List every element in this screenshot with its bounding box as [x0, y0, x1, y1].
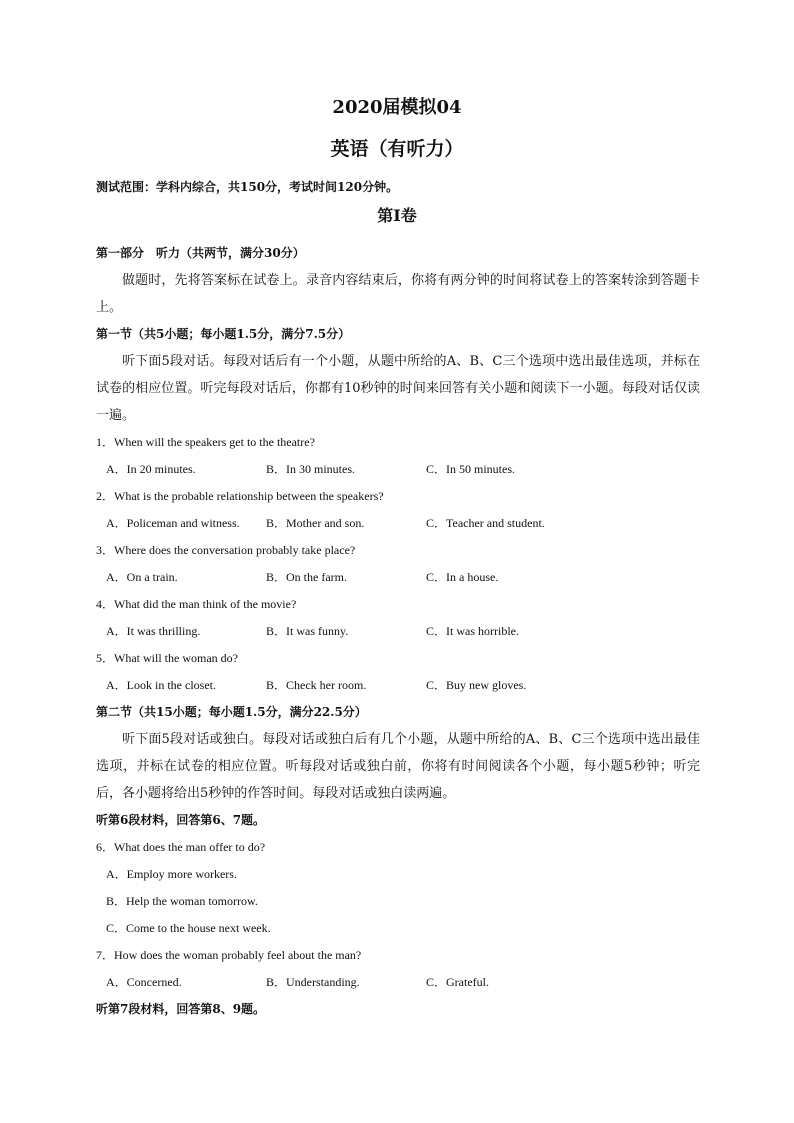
option-b: B．Check her room.	[266, 678, 367, 692]
option-a: A．Employ more workers.	[106, 867, 237, 881]
material-7-label: 听第7段材料，回答第8、9题。	[96, 1002, 266, 1016]
options-row	[96, 510, 700, 537]
question-block-1	[96, 429, 700, 483]
option-b: B．Help the woman tomorrow.	[106, 894, 258, 908]
exam-content	[96, 240, 700, 1023]
option-c: C．Buy new gloves.	[426, 678, 527, 692]
option-c: C．In 50 minutes.	[426, 462, 515, 476]
options-row	[96, 969, 700, 996]
question-block-2	[96, 483, 700, 537]
option-c: C．In a house.	[426, 570, 499, 584]
option-c: C．Come to the house next week.	[106, 921, 271, 935]
volume-heading: 第Ⅰ卷	[377, 206, 417, 225]
option-b: B．On the farm.	[266, 570, 347, 584]
question-text: 5．What will the woman do?	[96, 651, 238, 665]
option-c: C．It was horrible.	[426, 624, 519, 638]
option-a: A．In 20 minutes.	[106, 462, 196, 476]
question-block-6	[96, 834, 700, 942]
option-b: B．Mother and son.	[266, 516, 365, 530]
question-text: 3．Where does the conversation probably take place?	[96, 543, 356, 557]
question-block-4	[96, 591, 700, 645]
question-text: 4．What did the man think of the movie?	[96, 597, 297, 611]
test-scope: 测试范围：学科内综合，共150分，考试时间120分钟。	[96, 180, 399, 194]
question-text: 6．What does the man offer to do?	[96, 840, 266, 854]
options-row	[96, 672, 700, 699]
options-row	[96, 618, 700, 645]
material-6-label: 听第6段材料，回答第6、7题。	[96, 813, 266, 827]
question-text: 1．When will the speakers get to the theatre?	[96, 435, 315, 449]
section2-instructions: 听下面5段对话或独白。每段对话或独白后有几个小题，从题中所给的A、B、C三个选项中选出最佳选项，并标在试卷的相应位置。听每段对话或独白前，你将有时间阅读各个小题，每小题5秒钟；听完后，各小题将给出5秒钟的作答时间。每段对话或独白读两遍。	[96, 732, 700, 801]
part1-instructions: 做题时，先将答案标在试卷上。录音内容结束后，你将有两分钟的时间将试卷上的答案转涂到答题卡上。	[96, 273, 700, 315]
option-a: A．Policeman and witness.	[106, 516, 240, 530]
option-a: A．Concerned.	[106, 975, 182, 989]
question-block-7	[96, 942, 700, 996]
option-b: B．In 30 minutes.	[266, 462, 355, 476]
section1-instructions: 听下面5段对话。每段对话后有一个小题，从题中所给的A、B、C三个选项中选出最佳选项，并标在试卷的相应位置。听完每段对话后，你都有10秒钟的时间来回答有关小题和阅读下一小题。每段对话仅读一遍。	[96, 354, 700, 423]
option-b: B．It was funny.	[266, 624, 349, 638]
section2-heading: 第二节（共15小题；每小题1.5分，满分22.5分）	[96, 705, 367, 719]
page-subtitle: 英语（有听力）	[330, 138, 464, 160]
options-row	[96, 456, 700, 483]
option-c: C．Grateful.	[426, 975, 489, 989]
question-block-5	[96, 645, 700, 699]
option-a: A．Look in the closet.	[106, 678, 216, 692]
option-c: C．Teacher and student.	[426, 516, 545, 530]
question-text: 2．What is the probable relationship between the speakers?	[96, 489, 384, 503]
options-row	[96, 564, 700, 591]
section1-heading: 第一节（共5小题；每小题1.5分，满分7.5分）	[96, 327, 351, 341]
part1-heading: 第一部分 听力（共两节，满分30分）	[96, 246, 305, 260]
question-block-3	[96, 537, 700, 591]
option-b: B．Understanding.	[266, 975, 360, 989]
question-text: 7．How does the woman probably feel about the man?	[96, 948, 362, 962]
page-title: 2020届模拟04	[332, 97, 462, 118]
option-a: A．On a train.	[106, 570, 178, 584]
option-a: A．It was thrilling.	[106, 624, 201, 638]
